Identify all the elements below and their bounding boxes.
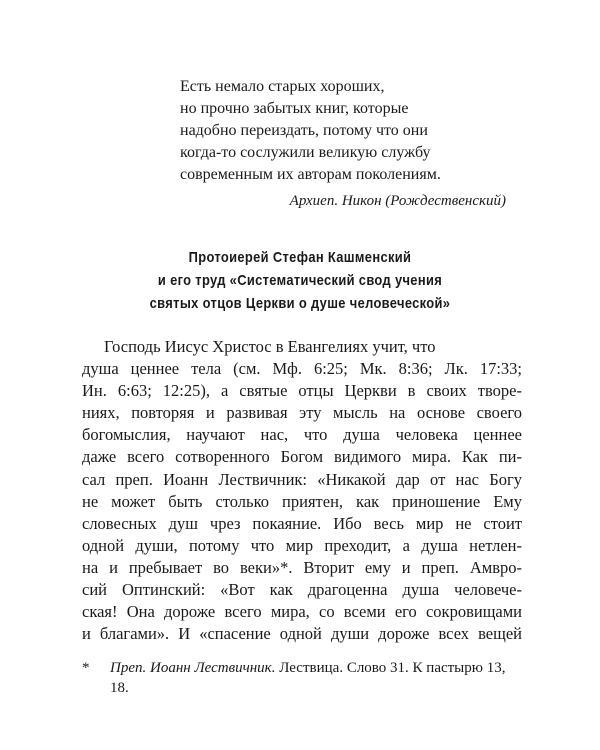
- body-line: сал преп. Иоанн Лествичник: «Никакой дар от нас Богу: [82, 469, 522, 489]
- epigraph: [180, 76, 520, 212]
- chapter-title-line: святых отцов Церкви о душе человеческой»: [149, 295, 451, 312]
- epigraph-line: надобно переиздать, потому что они: [180, 122, 428, 139]
- footnote-mark: *: [82, 660, 90, 676]
- footnote-source: Лествица. Слово 31. К пастырю 13, 18.: [110, 660, 506, 696]
- body-line: сий Оптинский: «Вот как драгоценна душа человече-: [82, 580, 522, 600]
- body-line: Ин. 6:63; 12:25), а святые отцы Церкви в своих творе-: [82, 381, 522, 401]
- body-line: на и пребывает во веки»*. Вторит ему и преп. Амвро-: [82, 557, 522, 577]
- epigraph-line: но прочно забытых книг, которые: [180, 100, 409, 117]
- chapter-title: [60, 246, 540, 315]
- body-line: душа ценнее тела (см. Мф. 6:25; Мк. 8:36; Лк. 17:33;: [82, 359, 522, 379]
- body-line: Господь Иисус Христос в Евангелиях учит, что: [104, 337, 436, 356]
- chapter-title-line: Протоиерей Стефан Кашменский: [188, 249, 412, 266]
- epigraph-line: когда-то сослужили великую службу: [180, 144, 431, 161]
- footnote: [82, 658, 524, 698]
- body-line: словесных душ чрез покаяние. Ибо весь мир не стоит: [82, 513, 522, 533]
- body-line: даже всего сотворенного Богом видимого мира. Как пи-: [82, 447, 522, 467]
- epigraph-line: Есть немало старых хороших,: [180, 78, 385, 95]
- body-line: одной души, потому что мир преходит, а душа нетлен-: [82, 535, 522, 555]
- footnote-author: Преп. Иоанн Лествичник.: [110, 660, 276, 676]
- epigraph-line: современным их авторам поколениям.: [180, 166, 441, 183]
- footnote-text: [110, 658, 524, 698]
- body-line: ниях, повторяя и развивая эту мысль на основе своего: [82, 403, 522, 423]
- body-line: не может быть столько приятен, как приношение Ему: [82, 491, 522, 511]
- body-line: богомыслия, научают нас, что душа человека ценнее: [82, 425, 522, 445]
- body-line: и благами». И «спасение одной души дороже всех вещей: [82, 624, 522, 644]
- body-line: ская! Она дороже всего мира, со всеми его сокровищами: [82, 602, 522, 622]
- chapter-title-line: и его труд «Систематический свод учения: [157, 272, 443, 289]
- body-paragraph: [82, 336, 522, 645]
- epigraph-author: Архиеп. Никон (Рождественский): [289, 193, 506, 209]
